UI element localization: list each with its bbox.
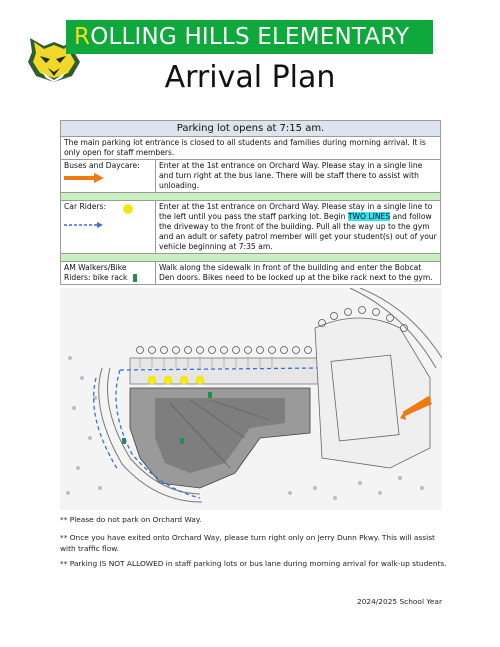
table-row [61, 160, 441, 193]
row-text-car-part2: and follow the driveway to the front of the building. Pull all the way up to the gym and an adult or safety patrol member will get your student(s) out of your vehicle beginning at 7:35 am. [159, 212, 437, 251]
orange-arrow-icon [64, 173, 104, 183]
note-not-allowed: ** Parking IS NOT ALLOWED in staff parking lots or bus lane during morning arrival for walk-up students. [60, 559, 447, 568]
blue-arrow-icon [64, 220, 104, 230]
row-label-car-text: Car Riders: [64, 202, 107, 211]
school-name-rest: OLLING HILLS ELEMENTARY [90, 24, 410, 50]
row-label-walkers [61, 262, 156, 285]
table-intro: The main parking lot entrance is closed to all students and families during morning arrival. It is only open for staff members. [61, 137, 441, 160]
row-text-walkers: Walk along the sidewalk in front of the building and enter the Bobcat Den doors. Bikes need to be locked up at the bike rack next to the gym. [156, 262, 441, 285]
note-turn-right: ** Once you have exited onto Orchard Way, please turn right only on Jerry Dunn Pkwy. This will assist with traffic flow. [60, 533, 435, 553]
table-row [61, 262, 441, 285]
row-label-walkers-text: AM Walkers/Bike Riders: bike rack [64, 263, 128, 282]
row-label-buses-text: Buses and Daycare: [64, 161, 140, 170]
school-name-first-letter: R [74, 24, 91, 50]
school-year: 2024/2025 School Year [357, 597, 442, 606]
yellow-dot-icon [122, 203, 134, 215]
row-text-buses: Enter at the 1st entrance on Orchard Way. Please stay in a single line and turn right at the bus lane. There will be staff there to assist with unloading. [156, 160, 441, 193]
arrival-table [60, 120, 441, 285]
table-separator [61, 193, 441, 201]
row-text-car [156, 201, 441, 254]
table-row [61, 201, 441, 254]
row-label-car [61, 201, 156, 254]
row-text-car-part1: Enter at the 1st entrance on Orchard Way. Please stay in a single line to the left until you pass the staff parking lot. Begin [159, 202, 433, 221]
table-heading: Parking lot opens at 7:15 am. [61, 121, 441, 137]
row-label-buses [61, 160, 156, 193]
page-title: Arrival Plan [164, 60, 336, 95]
bike-rack-icon [133, 274, 137, 282]
two-lines-highlight: TWO LINES [347, 212, 391, 221]
school-name [74, 22, 409, 52]
table-separator [61, 254, 441, 262]
campus-map [60, 288, 442, 510]
note-no-parking: ** Please do not park on Orchard Way. [60, 515, 202, 524]
